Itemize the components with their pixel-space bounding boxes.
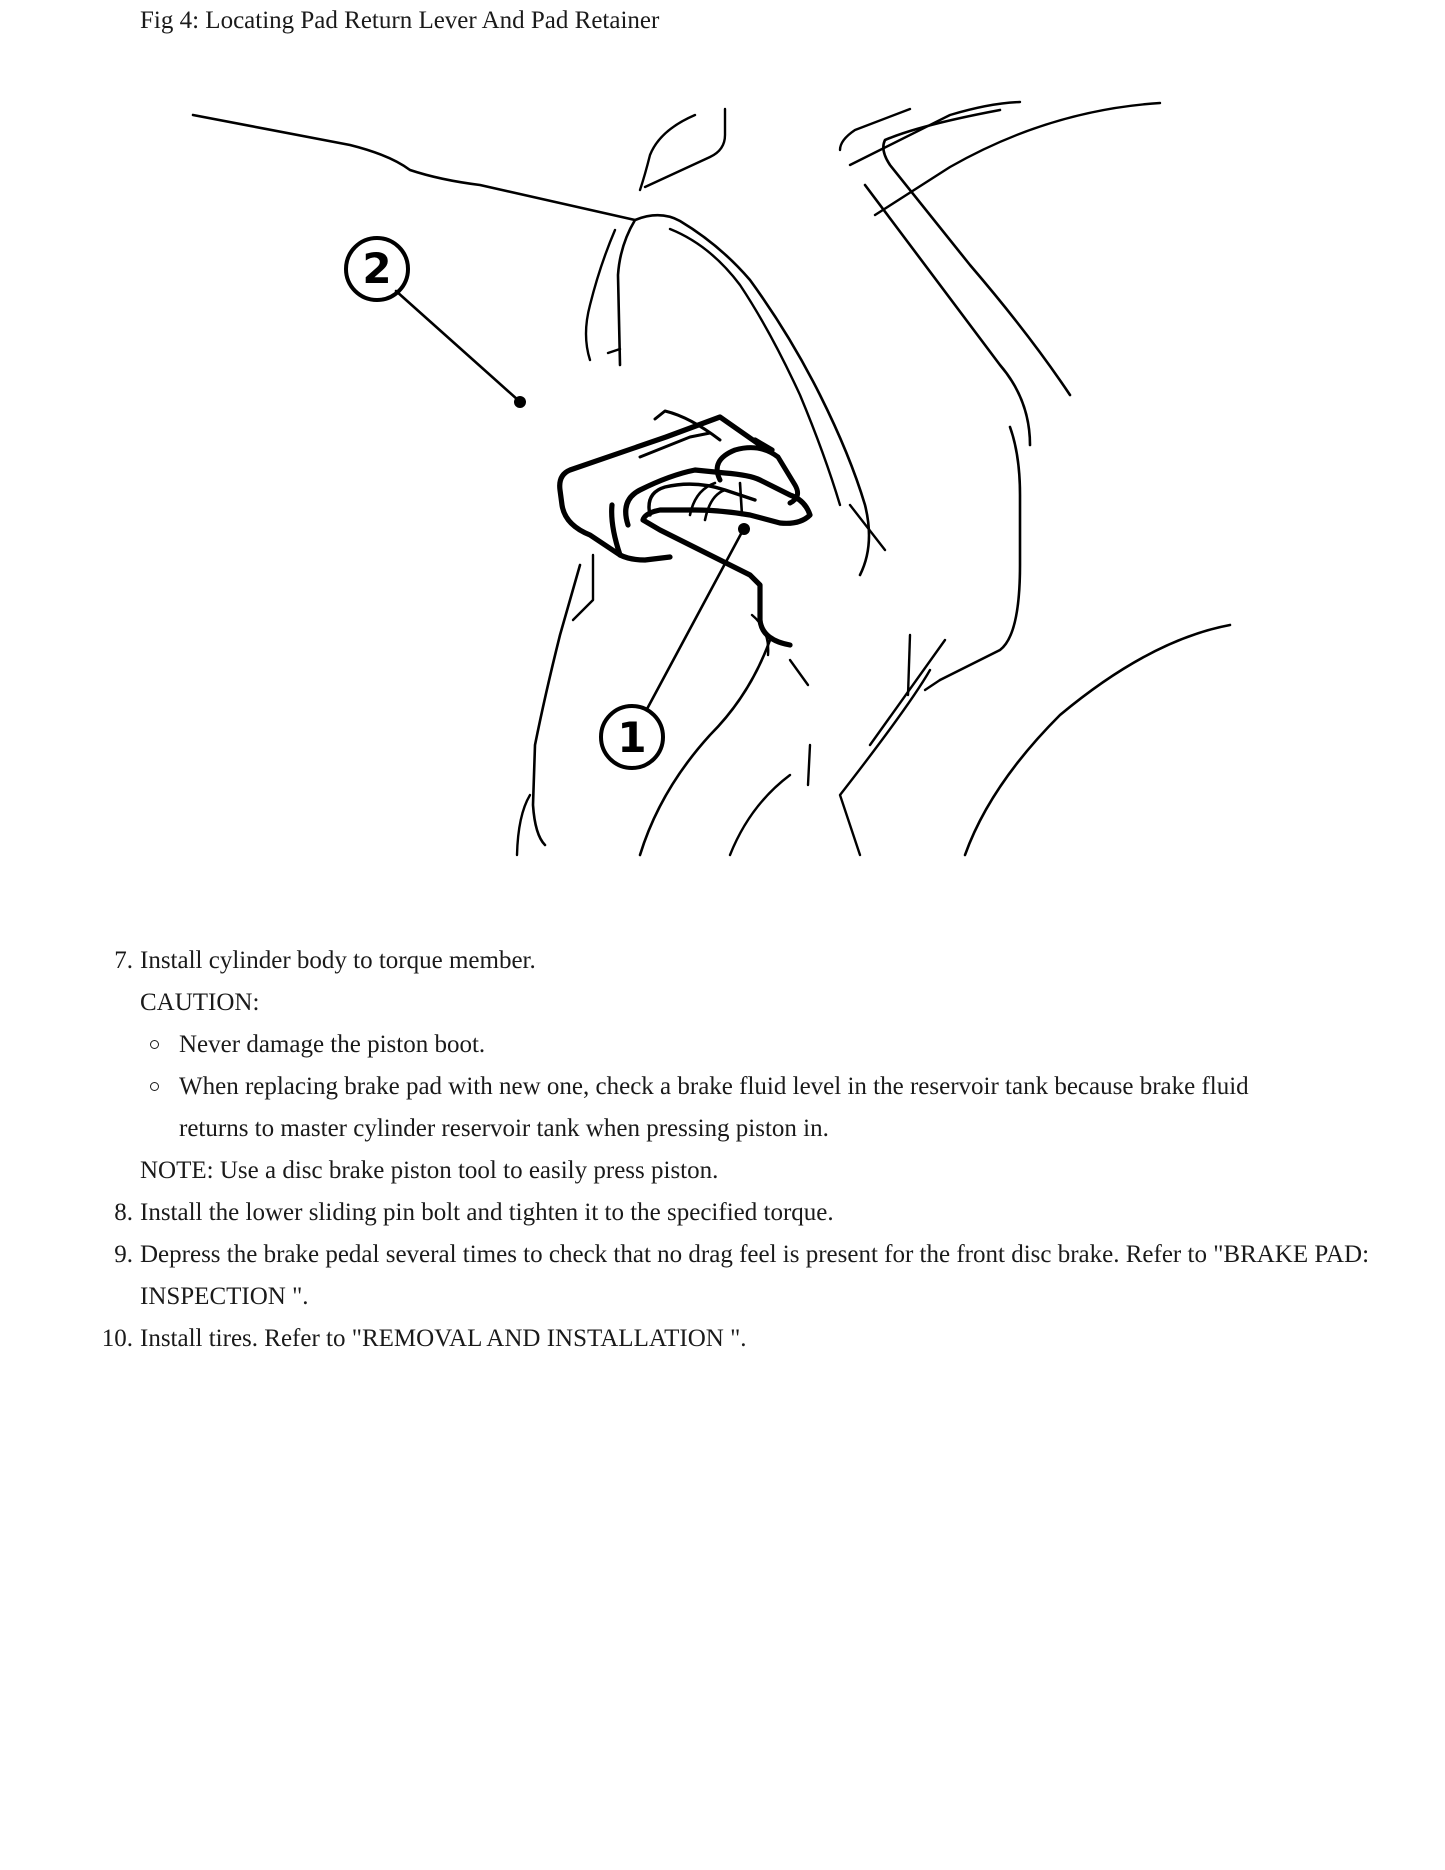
bracket-diagonal — [865, 185, 1030, 445]
lever-slot-b — [705, 490, 725, 520]
step-9 — [0, 1234, 1370, 1318]
lower-arc-mid — [730, 775, 790, 855]
left-lower-outline — [533, 565, 580, 845]
step-number: 8. — [114, 1199, 133, 1226]
caution-item: Never damage the piston boot. — [140, 1024, 1299, 1066]
procedure-steps — [0, 940, 1445, 1360]
caution-block — [140, 982, 1370, 1192]
caliper-side-curve — [586, 230, 615, 360]
lower-diagonal-b — [840, 670, 930, 855]
step-10 — [0, 1318, 1370, 1360]
step-number: 10. — [101, 1325, 133, 1352]
left-lower-stub — [517, 795, 530, 855]
caution-label: CAUTION: — [140, 989, 260, 1016]
callout-1-dot — [738, 523, 750, 535]
hollow-bullet-icon — [150, 1040, 159, 1049]
brake-caliper-illustration — [150, 95, 1310, 885]
step-text: Install tires. Refer to "REMOVAL AND INSTALLATION ". — [140, 1325, 747, 1352]
callout-1-label: 1 — [617, 713, 647, 762]
caliper-short-stroke — [608, 349, 620, 353]
step-text: Depress the brake pedal several times to check that no drag feel is present for the front disc brake. Refer to "BRAKE PAD: INSPECTION ". — [140, 1241, 1370, 1310]
figure-caption: Fig 4: Locating Pad Return Lever And Pad Retainer — [140, 7, 660, 34]
callout-2-label: 2 — [362, 244, 392, 293]
note-text: NOTE: Use a disc brake piston tool to easily press piston. — [140, 1157, 719, 1184]
step-number: 7. — [114, 947, 133, 974]
caution-item: When replacing brake pad with new one, check a brake fluid level in the reservoir tank because brake fluid returns to master cylinder reservoir tank when pressing piston in. — [140, 1066, 1299, 1150]
step-7 — [0, 940, 1370, 1192]
lower-arc-right — [965, 625, 1230, 855]
caliper-inner-curve — [670, 229, 840, 505]
top-arc-left — [640, 115, 695, 190]
caliper-dome — [618, 215, 869, 575]
caution-list — [140, 1024, 1370, 1150]
bracket-tick-b — [925, 680, 940, 690]
lower-tick-c — [790, 660, 808, 685]
hollow-bullet-icon — [150, 1082, 159, 1091]
bracket-top-line-a — [840, 109, 910, 150]
body-outline-upper-left — [193, 115, 635, 220]
step-number: 9. — [114, 1241, 133, 1268]
step-text: Install the lower sliding pin bolt and tighten it to the specified torque. — [140, 1199, 834, 1226]
step-text: Install cylinder body to torque member. — [140, 947, 536, 974]
lower-short-vertical — [908, 635, 910, 695]
lower-vertical-b — [808, 745, 810, 785]
callout-2-leader — [396, 291, 518, 400]
callout-2-dot — [514, 396, 526, 408]
step-8 — [0, 1192, 1370, 1234]
left-lower-inner — [573, 555, 593, 620]
bracket-right-edge — [940, 427, 1020, 680]
lever-slot-line — [740, 483, 742, 515]
